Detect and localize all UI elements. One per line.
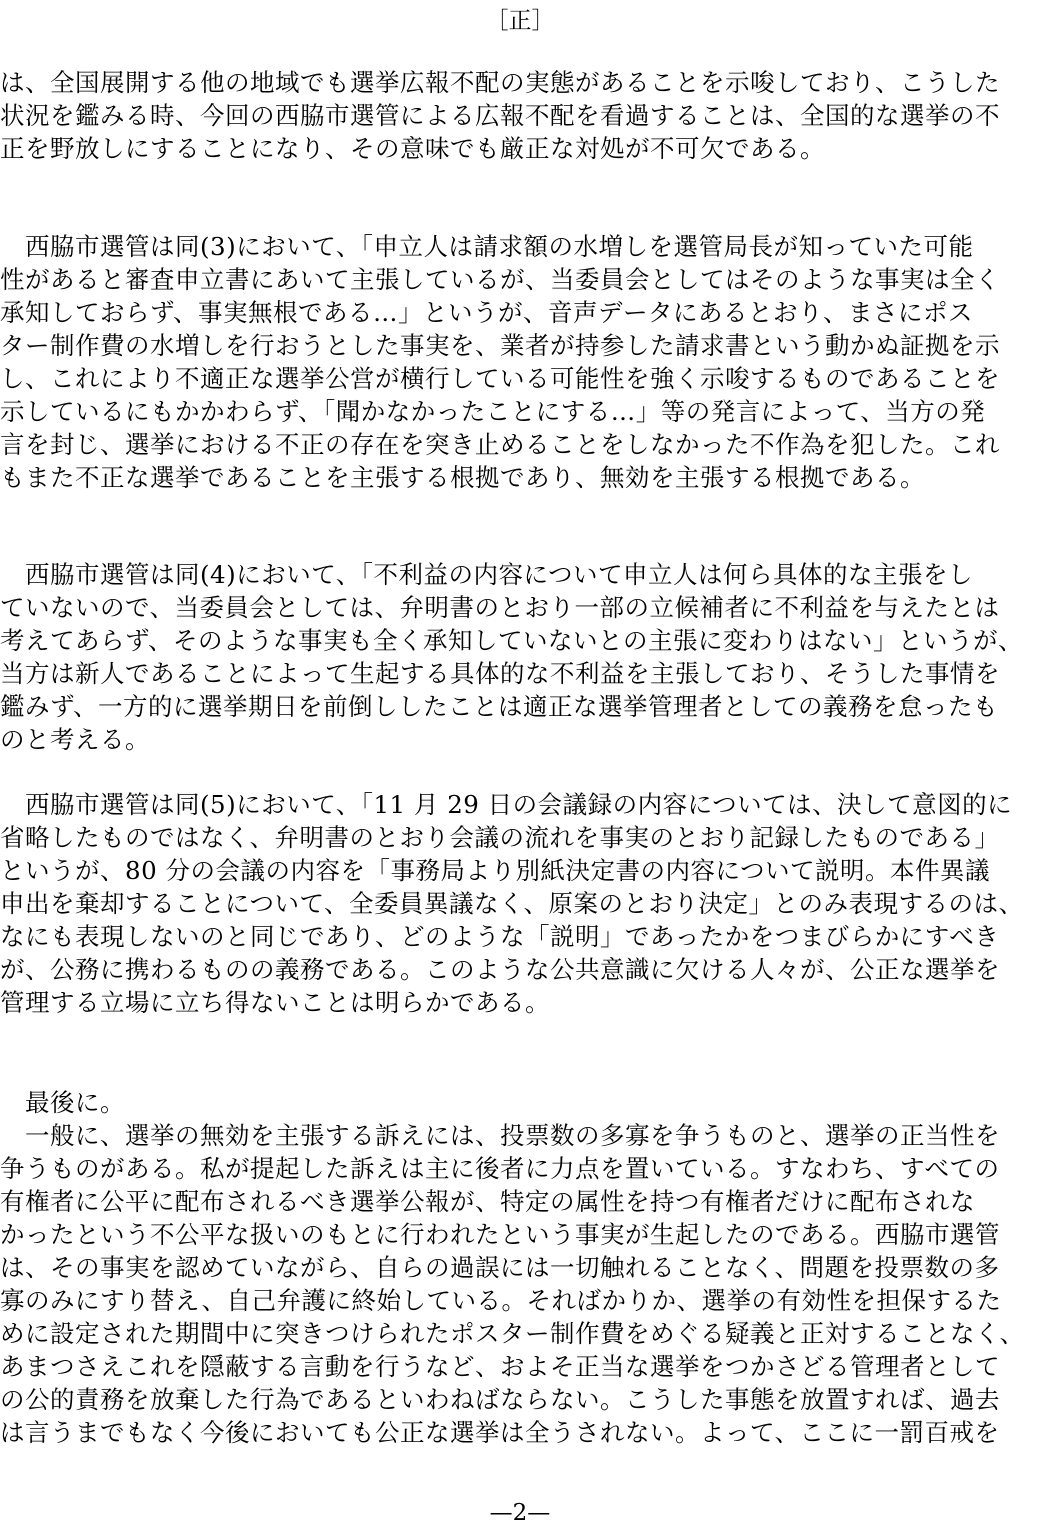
paragraph-line: 示しているにもかかわらず、「聞かなかったことにする…」等の発言によって、当方の発: [0, 397, 986, 426]
paragraph-line: あまつさえこれを隠蔽する言動を行うなど、およそ正当な選挙をつかさどる管理者として: [0, 1352, 1000, 1381]
paragraph-line: が、公務に携わるものの義務である。このような公共意識に欠ける人々が、公正な選挙を: [0, 955, 1000, 984]
paragraph-3: [0, 558, 1040, 756]
paragraph-line: 申出を棄却することについて、全委員異議なく、原案のとおり決定」とのみ表現するのは、: [0, 889, 1024, 918]
paragraph-line: かったという不公平な扱いのもとに行われたという事実が生起したのである。西脇市選管: [0, 1220, 1000, 1249]
paragraph-line: 西脇市選管は同(5)において、「11 月 29 日の会議録の内容については、決して意図的に: [0, 790, 1013, 819]
paragraph-line: は言うまでもなく今後においても公正な選挙は全うされない。よって、ここに一罰百戒を: [0, 1418, 1000, 1447]
paragraph-line: 正を野放しにすることになり、その意味でも厳正な対処が不可欠である。: [0, 134, 825, 163]
paragraph-line: というが、80 分の会議の内容を「事務局より別紙決定書の内容について説明。本件異議: [0, 856, 990, 885]
page-number: —2—: [489, 1500, 551, 1526]
paragraph-line: 鑑みず、一方的に選挙期日を前倒ししたことは適正な選挙管理者としての義務を怠ったも: [0, 692, 999, 721]
paragraph-line: 争うものがある。私が提起した訴えは主に後者に力点を置いている。すなわち、すべての: [0, 1154, 1000, 1183]
paragraph-line: し、これにより不適正な選挙公営が横行している可能性を強く示唆するものであることを: [0, 364, 1000, 393]
paragraph-line: 性があると審査申立書にあいて主張しているが、当委員会としてはそのような事実は全く: [0, 265, 1000, 294]
paragraph-line: 西脇市選管は同(3)において、「申立人は請求額の水増しを選管局長が知っていた可能: [0, 232, 974, 261]
paragraph-1: [0, 66, 1040, 165]
paragraph-line: の公的責務を放棄した行為であるといわねばならない。こうした事態を放置すれば、過去: [0, 1385, 1000, 1414]
paragraph-line: 管理する立場に立ち得ないことは明らかである。: [0, 988, 550, 1017]
page-header-label: ［正］: [485, 8, 555, 34]
paragraph-line: 有権者に公平に配布されるべき選挙公報が、特定の属性を持つ有権者だけに配布されな: [0, 1187, 975, 1216]
paragraph-line: 省略したものではなく、弁明書のとおり会議の流れを事実のとおり記録したものである」: [0, 823, 1000, 852]
paragraph-line: 寡のみにすり替え、自己弁護に終始している。そればかりか、選挙の有効性を担保するた: [0, 1286, 1002, 1315]
paragraph-line: 最後に。: [0, 1088, 125, 1117]
paragraph-line: 一般に、選挙の無効を主張する訴えには、投票数の多寡を争うものと、選挙の正当性を: [0, 1121, 1000, 1150]
paragraph-line: 当方は新人であることによって生起する具体的な不利益を主張しており、そうした事情を: [0, 659, 1000, 688]
paragraph-line: は、全国展開する他の地域でも選挙広報不配の実態があることを示唆しており、こうした: [0, 68, 1000, 97]
paragraph-line: 西脇市選管は同(4)において、「不利益の内容について申立人は何ら具体的な主張をし: [0, 560, 973, 589]
paragraph-line: は、その事実を認めていながら、自らの過誤には一切触れることなく、問題を投票数の多: [0, 1253, 1000, 1282]
paragraph-line: ター制作費の水増しを行おうとした事実を、業者が持参した請求書という動かぬ証拠を示: [0, 331, 1000, 360]
paragraph-line: ていないので、当委員会としては、弁明書のとおり一部の立候補者に不利益を与えたとは: [0, 593, 1000, 622]
paragraph-line: もまた不正な選挙であることを主張する根拠であり、無効を主張する根拠である。: [0, 463, 925, 492]
paragraph-line: 考えてあらず、そのような事実も全く承知していないとの主張に変わりはない」というが、: [0, 626, 1024, 655]
paragraph-line: 言を封じ、選挙における不正の存在を突き止めることをしなかった不作為を犯した。これ: [0, 430, 1000, 459]
paragraph-5: [0, 1086, 1040, 1449]
paragraph-line: 状況を鑑みる時、今回の西脇市選管による広報不配を看過することは、全国的な選挙の不: [0, 101, 1000, 130]
paragraph-2: [0, 230, 1040, 494]
paragraph-line: のと考える。: [0, 725, 150, 754]
paragraph-4: [0, 788, 1040, 1019]
paragraph-line: めに設定された期間中に突きつけられたポスター制作費をめぐる疑義と正対することなく、: [0, 1319, 1025, 1348]
paragraph-line: なにも表現しないのと同じであり、どのような「説明」であったかをつまびらかにすべき: [0, 922, 1000, 951]
paragraph-line: 承知しておらず、事実無根である…」というが、音声データにあるとおり、まさにポス: [0, 298, 974, 327]
